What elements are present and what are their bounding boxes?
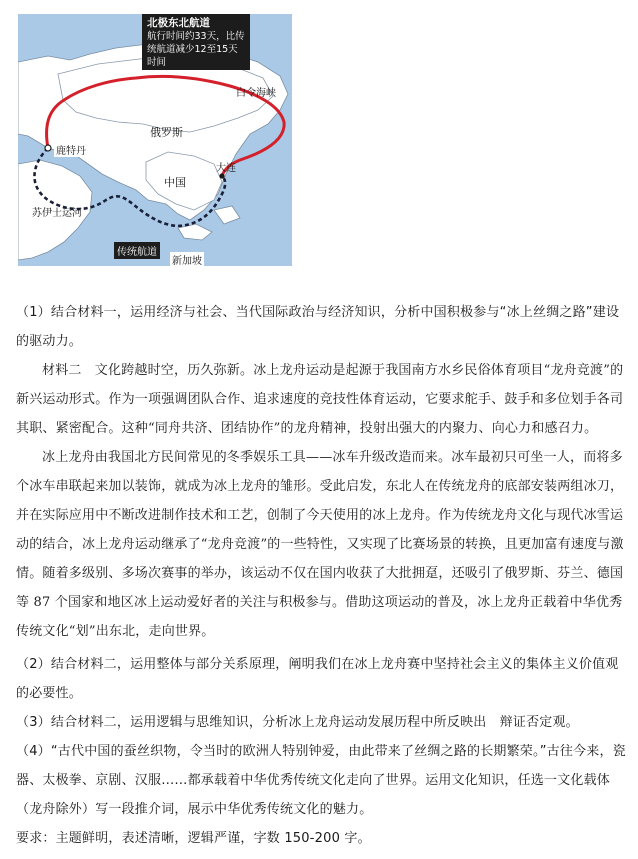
callout-description: 航行时间约33天，比传统航道减少12至15天时间 xyxy=(147,31,245,68)
route-callout xyxy=(142,14,250,70)
question-2-text: （2）结合材料二，运用整体与部分关系原理，阐明我们在冰上龙舟赛中坚持社会主义的集体主义价值观的必要性。 xyxy=(16,657,619,701)
callout-title: 北极东北航道 xyxy=(147,17,210,29)
route-map xyxy=(18,14,292,266)
label-suez-canal: 苏伊士运河 xyxy=(32,208,82,219)
label-bering-strait: 白令海峡 xyxy=(236,88,276,99)
question-4-text: （4）“古代中国的蚕丝织物，令当时的欧洲人特别钟爱，由此带来了丝绸之路的长期繁荣。”古往今来，瓷器、太极拳、京剧、汉服……都承载着中华优秀传统文化走向了世界。运用文化知识，任选一文化载体（龙舟除外）写一段推介词，展示中华优秀传统文化的魅力。 xyxy=(16,744,626,817)
sea-islands xyxy=(178,224,212,240)
label-china: 中国 xyxy=(164,176,186,189)
material-2-paragraph-2: 冰上龙舟由我国北方民间常见的冬季娱乐工具——冰车升级改造而来。冰车最初只可坐一人，而将多个冰车串联起来加以装饰，就成为冰上龙舟的雏形。受此启发，东北人在传统龙舟的底部安装两组冰刀，并在实际应用中不断改进制作技术和工艺，创制了今天使用的冰上龙舟。作为传统龙舟文化与现代冰雪运动的结合，冰上龙舟运动继承了“龙舟竞渡”的一些特性，又实现了比赛场景的转换，且更加富有速度与激情。随着多级别、多场次赛事的举办，该运动不仅在国内收获了大批拥趸，还吸引了俄罗斯、芬兰、德国等 87 个国家和地区冰上运动爱好者的关注与积极参与。借助这项运动的普及，冰上龙舟正载着中华优秀传统文化“划”出东北，走向世界。 xyxy=(16,450,624,639)
question-1-text: （1）结合材料一，运用经济与社会、当代国际政治与经济知识，分析中国积极参与“冰上丝绸之路”建设的驱动力。 xyxy=(16,305,620,349)
question-3-text: （3）结合材料二，运用逻辑与思维知识，分析冰上龙舟运动发展历程中所反映出 辩证否定观。 xyxy=(16,715,579,730)
label-dalian: 大连 xyxy=(216,163,236,174)
label-rotterdam: 鹿特丹 xyxy=(54,142,88,157)
questions-2-4 xyxy=(16,650,628,853)
sea-islands-2 xyxy=(214,206,240,224)
material-2-paragraph-1: 材料二 文化跨越时空，历久弥新。冰上龙舟运动是起源于我国南方水乡民俗体育项目“龙舟竞渡”的新兴运动形式。作为一项强调团队合作、追求速度的竞技性体育运动，它要求舵手、鼓手和多位划手各司其职、紧密配合。这种“同舟共济、团结协作”的龙舟精神，投射出强大的内聚力、向心力和感召力。 xyxy=(16,363,624,436)
label-russia: 俄罗斯 xyxy=(150,126,183,139)
question-1 xyxy=(16,298,628,356)
requirement-text: 要求：主题鲜明，表述清晰，逻辑严谨，字数 150-200 字。 xyxy=(16,831,371,846)
label-singapore: 新加坡 xyxy=(170,252,204,266)
material-2 xyxy=(16,356,628,646)
label-traditional-route: 传统航道 xyxy=(114,242,160,259)
dalian-point xyxy=(219,173,224,178)
rotterdam-point xyxy=(45,145,51,151)
